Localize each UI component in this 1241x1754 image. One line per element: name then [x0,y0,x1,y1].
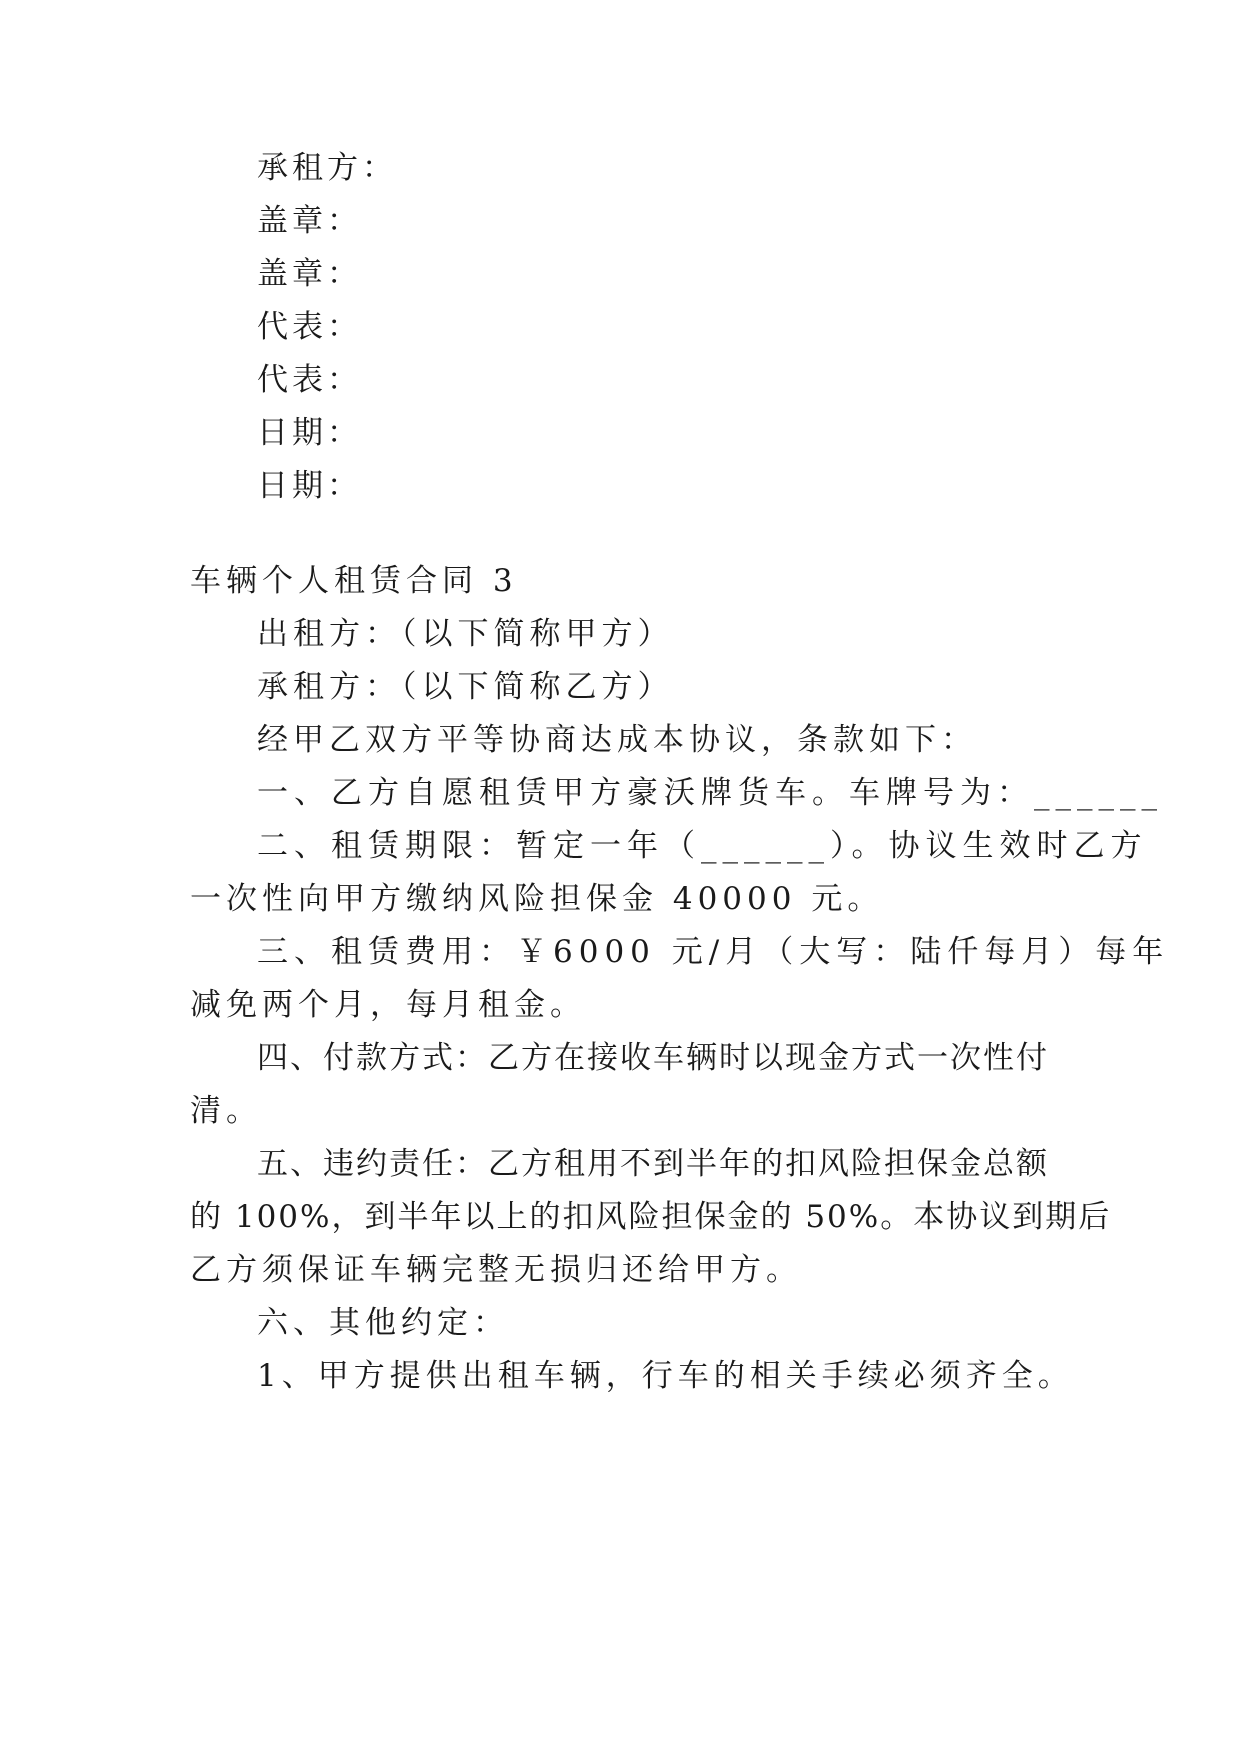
signature-date-label: 日期： [257,415,362,451]
clause-5-line-2: 的 100%，到半年以上的扣风险担保金的 50%。本协议到期后 [190,1199,1112,1235]
signature-date-label: 日期： [257,468,362,504]
clause-4-line-1: 四、付款方式：乙方在接收车辆时以现金方式一次性付 [257,1040,1049,1076]
clause-4-line-2: 清。 [190,1093,262,1129]
contract-title: 车辆个人租赁合同 3 [190,563,518,599]
signature-seal-label: 盖章： [257,256,362,292]
clause-1: 一、乙方自愿租赁甲方豪沃牌货车。车牌号为：______ [257,775,1163,811]
signature-lessee-label: 承租方： [257,150,397,186]
clause-5-line-1: 五、违约责任：乙方租用不到半年的扣风险担保金总额 [257,1146,1049,1182]
lessor-line: 出租方：（以下简称甲方） [257,616,674,652]
signature-seal-label: 盖章： [257,203,362,239]
lessee-line: 承租方：（以下简称乙方） [257,669,674,705]
preamble-line: 经甲乙双方平等协商达成本协议，条款如下： [257,722,977,758]
clause-5-line-3: 乙方须保证车辆完整无损归还给甲方。 [190,1252,802,1288]
clause-2-line-2: 一次性向甲方缴纳风险担保金 40000 元。 [190,881,884,917]
clause-6-heading: 六、其他约定： [257,1305,509,1341]
signature-representative-label: 代表： [257,362,362,398]
signature-representative-label: 代表： [257,309,362,345]
clause-3-line-1: 三、租赁费用：￥6000 元/月（大写：陆仟每月）每年 [257,934,1170,970]
clause-2-line-1: 二、租赁期限：暂定一年（______）。协议生效时乙方 [257,828,1148,864]
clause-6-item-1: 1、甲方提供出租车辆，行车的相关手续必须齐全。 [257,1358,1074,1394]
clause-3-line-2: 减免两个月，每月租金。 [190,987,586,1023]
